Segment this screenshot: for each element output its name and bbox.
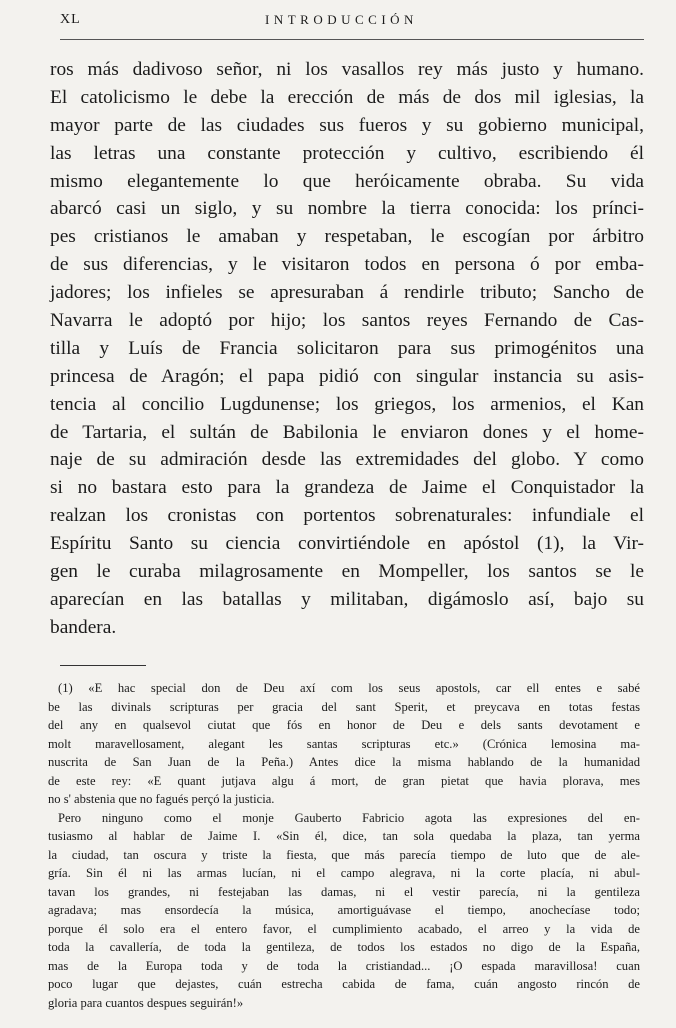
footnote-line: la ciudad, tan oscura y triste la fiesta, que más parecía tiempo de luto que de ale- <box>48 847 640 862</box>
text-line: El catolicismo le debe la erección de más de dos mil iglesias, la <box>50 86 644 108</box>
text-line: jadores; los infieles se apresuraban á rendirle tributo; Sancho de <box>50 282 644 304</box>
text-line: realzan los cronistas con portentos sobrenaturales: infundiale el <box>50 505 644 527</box>
text-line: naje de su admiración desde las extremidades del globo. Y como <box>50 449 644 471</box>
page-header <box>60 12 646 34</box>
text-line: Navarra le adoptó por hijo; los santos reyes Fernando de Cas- <box>50 310 644 332</box>
footnote-line: tusiasmo al hablar de Jaime I. «Sin él, dice, tan sola quedaba la plaza, tan yerma <box>48 829 640 843</box>
text-line: si no bastara esto para la grandeza de Jaime el Conquistador la <box>50 477 644 499</box>
text-line: tilla y Luís de Francia solicitaron para sus primogénitos una <box>50 337 644 359</box>
footnote-line: agradava; mas ensordecía la música, amortiguávase el tiempo, anochecíase todo; <box>48 903 640 917</box>
footnote-line: mas de la Europa toda y de toda la cristiandad... ¡O espada maravillosa! cuan <box>48 958 640 973</box>
text-line: de Tartaria, el sultán de Babilonia le enviaron dones y el home- <box>50 421 644 443</box>
footnote-line: porque él solo era el entero favor, el cumplimiento acabado, el arreo y la vida de <box>48 921 640 936</box>
text-line: pes cristianos le amaban y respetaban, le escogían por árbitro <box>50 226 644 248</box>
page-number: XL <box>60 12 81 27</box>
running-title: INTRODUCCIÓN <box>265 12 418 27</box>
main-text-block <box>50 56 644 642</box>
text-line: las letras una constante protección y cultivo, escribiendo él <box>50 142 644 164</box>
footnote-line: toda la cavallería, de toda la gentileza, de todos los estados no digo de la España, <box>48 940 640 954</box>
footnote-line: tavan los grandes, ni festejaban las damas, ni el vestir parecía, ni la gentileza <box>48 884 640 899</box>
footnote-line: nuscrita de San Juan de la Peña.) Antes dice la misma hablando de la humanidad <box>48 755 640 769</box>
footnote-line: (1) «E hac special don de Deu axí com los seus apostols, car ell entes e sabé <box>58 681 640 695</box>
text-line: tencia al concilio Lugdunense; los griegos, los armenios, el Kan <box>50 393 644 415</box>
footnote-line: poco lugar que dejastes, cuán estrecha cabida de fama, cuán angosto rincón de <box>48 977 640 991</box>
text-line: ros más dadivoso señor, ni los vasallos rey más justo y humano. <box>50 59 644 80</box>
footnote-line: molt maravellosament, alegant les santas scripturas etc.» (Crónica lemosina ma- <box>48 736 640 751</box>
footnote-line: de este rey: «E quant jutjava algu á mort, de gran pietat que havia plorava, mes <box>48 773 640 788</box>
text-line: gen le curaba milagrosamente en Mompeller, los santos se le <box>50 561 644 583</box>
footnote-line: Pero ninguno como el monje Gauberto Fabricio agota las expresiones del en- <box>58 810 640 825</box>
footnote-line: no s' abstenia que no fagués perçó la justicia. <box>48 792 275 806</box>
footnote-line: gloria para cuantos despues seguirán!» <box>48 995 244 1010</box>
text-line: aparecían en las batallas y militaban, digámoslo así, bajo su <box>50 588 644 610</box>
footnote-line: be las divinals scripturas per gracia del sant Sperit, et preycava en totas festas <box>48 699 640 714</box>
text-line: princesa de Aragón; el papa pidió con singular instancia su asis- <box>50 365 644 387</box>
footnote-line: del any en qualsevol ciutat que fós en honor de Deu e dels sants devotament e <box>48 718 640 732</box>
text-line: mismo elegantemente lo que heróicamente obraba. Su vida <box>50 170 644 192</box>
text-line: mayor parte de las ciudades sus fueros y su gobierno municipal, <box>50 114 644 136</box>
footnote-block <box>48 679 640 1012</box>
text-line: bandera. <box>50 616 117 638</box>
text-line: abarcó casi un siglo, y su nombre la tierra conocida: los prínci- <box>50 198 644 220</box>
text-line: de sus diferencias, y le visitaron todos en persona ó por emba- <box>50 254 644 276</box>
footnote-separator <box>60 665 146 666</box>
footnote-line: gría. Sin él ni las armas lucían, ni el campo alegrava, ni la corte placía, ni abul- <box>48 866 640 880</box>
header-rule <box>60 39 644 40</box>
text-line: Espíritu Santo su ciencia convirtiéndole en apóstol (1), la Vir- <box>50 533 644 555</box>
